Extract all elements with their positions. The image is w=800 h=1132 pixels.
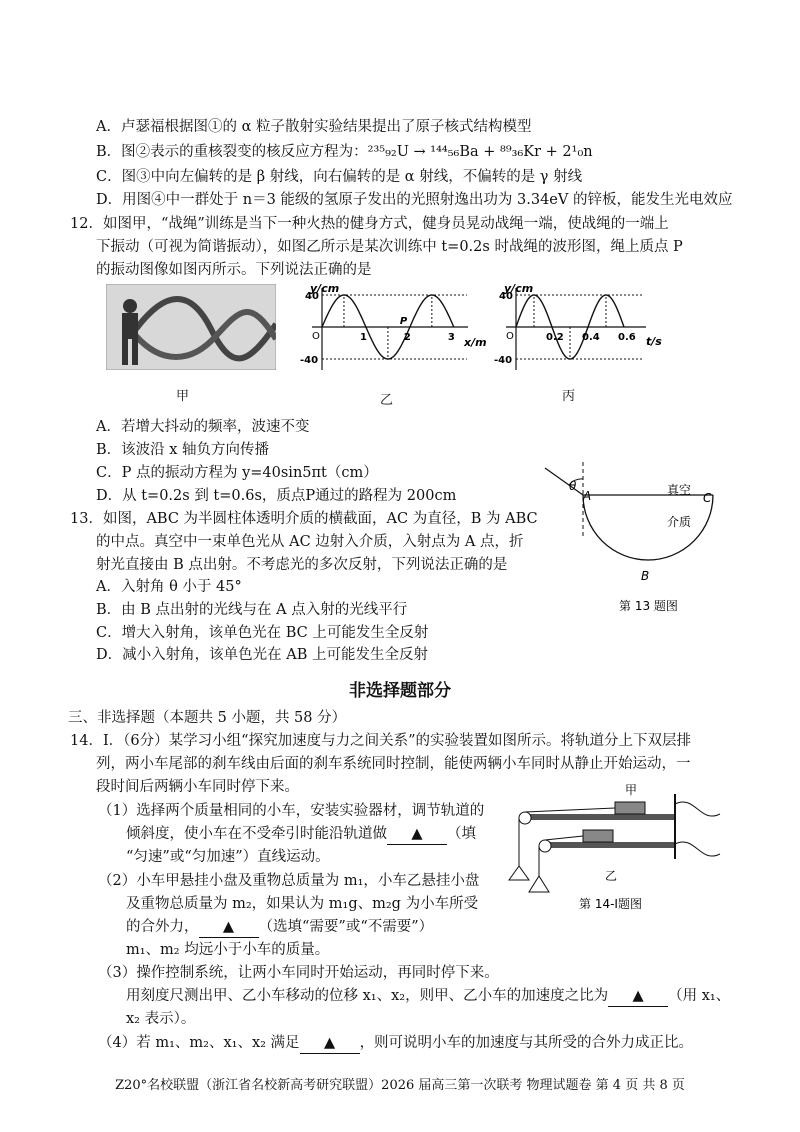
caption-bing: 丙: [562, 389, 576, 404]
q14-s2-line3: 的合外力， ▲ （选填“需要”或“不需要”）: [126, 917, 433, 938]
q11-option-c: C．图③中向左偏转的是 β 射线，向右偏转的是 α 射线，不偏转的是 γ 射线: [96, 169, 583, 185]
q11-option-d: D．用图④中一群处于 n＝3 能级的氢原子发出的光照射逸出功为 3.34eV 的锌板，能发生光电效应: [96, 192, 733, 208]
q12-option-b: B．该波沿 x 轴负方向传播: [96, 442, 270, 458]
q12-stem-3: 的振动图像如图丙所示。下列说法正确的是: [96, 262, 372, 278]
cart-yi: [583, 830, 613, 842]
cart-jia: [615, 802, 645, 814]
caption-yi: 乙: [380, 393, 394, 408]
page-footer: Z20°名校联盟（浙江省名校新高考研究联盟）2026 届高三第一次联考 物理试题卷 第 4 页 共 8 页: [115, 1078, 685, 1093]
q12-stem-1: 12．如图甲，“战绳”训练是当下一种火热的健身方式，健身员晃动战绳一端，使战绳的一端上: [70, 216, 669, 232]
q14-stem-1: 14．Ⅰ．（6分）某学习小组“探究加速度与力之间关系”的实验装置如图所示。将轨道分上下双层排: [70, 733, 691, 749]
section-title: 非选择题部分: [349, 681, 451, 701]
q11-option-b: B．图②表示的重核裂变的核反应方程为：²³⁵₉₂U → ¹⁴⁴₅₆Ba + ⁸⁹₃₆Kr + 2¹₀n: [96, 144, 593, 160]
lower-track: [545, 842, 675, 848]
q14-stem-2: 列，两小车尾部的刹车线由后面的刹车系统同时控制，能使两辆小车同时从静止开始运动，一: [96, 756, 691, 772]
hanging-pan-1: [509, 866, 529, 880]
q12-option-c: C．P 点的振动方程为 y=40sin5πt（cm）: [96, 465, 378, 481]
upper-track: [525, 814, 675, 820]
q12-option-a: A．若增大抖动的频率，波速不变: [96, 419, 310, 435]
label-yi: 乙: [605, 869, 618, 883]
point-a-label: A: [583, 489, 592, 503]
y-tick-label: -40: [494, 355, 513, 366]
origin-label: O: [506, 331, 514, 342]
q13-option-b: B．由 B 点出射的光线与在 A 点入射的光线平行: [96, 602, 408, 618]
q11-option-a: A．卢瑟福根据图①的 α 粒子散射实验结果提出了原子核式结构模型: [96, 119, 532, 135]
q13-option-d: D．减小入射角，该单色光在 AB 上可能发生全反射: [96, 647, 428, 663]
pulley-lower: [539, 840, 551, 852]
battle-rope-photo: [106, 284, 276, 370]
q14-s3-line3: x₂ 表示）。: [126, 1011, 196, 1027]
x-tick-label: 3: [447, 332, 455, 343]
q14-s1-line2: 倾斜度，使小车在不受牵引时能沿轨道做 ▲ （填: [126, 824, 476, 845]
q14-stem-3: 段时间后两辆小车同时停下来。: [96, 779, 299, 795]
q13-option-a: A．入射角 θ 小于 45°: [96, 579, 242, 595]
label-jia: 甲: [625, 784, 638, 797]
y-tick-label: -40: [300, 355, 319, 366]
q13-option-c: C．增大入射角，该单色光在 BC 上可能发生全反射: [96, 625, 429, 641]
figure-caption: 第 14-Ⅰ题图: [579, 897, 642, 911]
part-three-heading: 三、非选择题（本题共 5 小题，共 58 分）: [68, 710, 347, 726]
q14-s2-line2: 及重物总质量为 m₂，如果认为 m₁g、m₂g 为小车所受: [126, 896, 479, 912]
answer-blank-2[interactable]: ▲: [199, 917, 259, 938]
q14-s3-line1: （3）操作控制系统，让两小车同时开始运动，再同时停下来。: [98, 965, 499, 981]
semicircle-arc: [583, 495, 713, 560]
double-track-apparatus: [505, 784, 725, 914]
t-axis-label: t/s: [646, 335, 662, 348]
q13-stem-2: 的中点。真空中一束单色光从 AC 边射入介质，入射点为 A 点，折: [96, 534, 524, 550]
incident-ray: [545, 468, 583, 495]
point-p-label: P: [399, 316, 408, 327]
x-axis-label: x/m: [464, 336, 487, 349]
origin-label: O: [312, 331, 320, 342]
q13-stem-1: 13．如图，ABC 为半圆柱体透明介质的横截面，AC 为直径，B 为 ABC: [70, 511, 538, 527]
x-tick-label: 0.2: [546, 332, 564, 343]
q12-option-d: D．从 t=0.2s 到 t=0.6s，质点P通过的路程为 200cm: [96, 488, 457, 504]
chart-waveform: [300, 282, 500, 377]
medium-label: 介质: [667, 515, 692, 529]
answer-blank-4[interactable]: ▲: [300, 1033, 360, 1054]
q12-stem-2: 下振动（可视为简谐振动），如图乙所示是某次训练中 t=0.2s 时战绳的波形图，绳上质点 P: [96, 239, 683, 255]
answer-blank-3[interactable]: ▲: [608, 986, 668, 1007]
q14-s4-line: （4）若 m₁、m₂、x₁、x₂ 满足 ▲ ，则可说明小车的加速度与其所受的合外力成正比。: [98, 1033, 693, 1054]
q14-s2-line4: m₁、m₂ 均远小于小车的质量。: [126, 942, 330, 958]
caption-jia: 甲: [176, 389, 190, 404]
y-axis-label: y/cm: [504, 282, 534, 295]
point-b-label: B: [641, 569, 650, 583]
y-tick-label: 40: [499, 291, 513, 302]
vacuum-label: 真空: [667, 483, 692, 497]
point-c-label: C: [703, 491, 712, 505]
chart-vibration: [488, 282, 668, 377]
y-tick-label: 40: [305, 291, 319, 302]
semicircle-figure: [535, 458, 735, 628]
q14-s1-line1: （1）选择两个质量相同的小车，安装实验器材，调节轨道的: [98, 803, 485, 819]
pulley-upper: [519, 812, 531, 824]
answer-blank-1[interactable]: ▲: [387, 824, 447, 845]
x-tick-label: 1: [359, 332, 367, 343]
q14-s3-line2: 用刻度尺测出甲、乙小车移动的位移 x₁、x₂，则甲、乙小车的加速度之比为 ▲ （用 x₁、: [126, 986, 730, 1007]
q14-s2-line1: （2）小车甲悬挂小盘及重物总质量为 m₁，小车乙悬挂小盘: [98, 873, 480, 889]
x-tick-label: 2: [403, 332, 411, 343]
figure-caption: 第 13 题图: [619, 599, 678, 613]
theta-label: θ: [569, 479, 577, 493]
hanging-pan-2: [529, 876, 549, 892]
q13-stem-3: 射光直接由 B 点出射。不考虑光的多次反射，下列说法正确的是: [96, 557, 508, 573]
q14-s1-line3: “匀速”或“匀加速”）直线运动。: [126, 849, 330, 865]
y-axis-label: y/cm: [310, 282, 340, 295]
x-tick-label: 0.4: [582, 332, 600, 343]
x-tick-label: 0.6: [618, 332, 636, 343]
